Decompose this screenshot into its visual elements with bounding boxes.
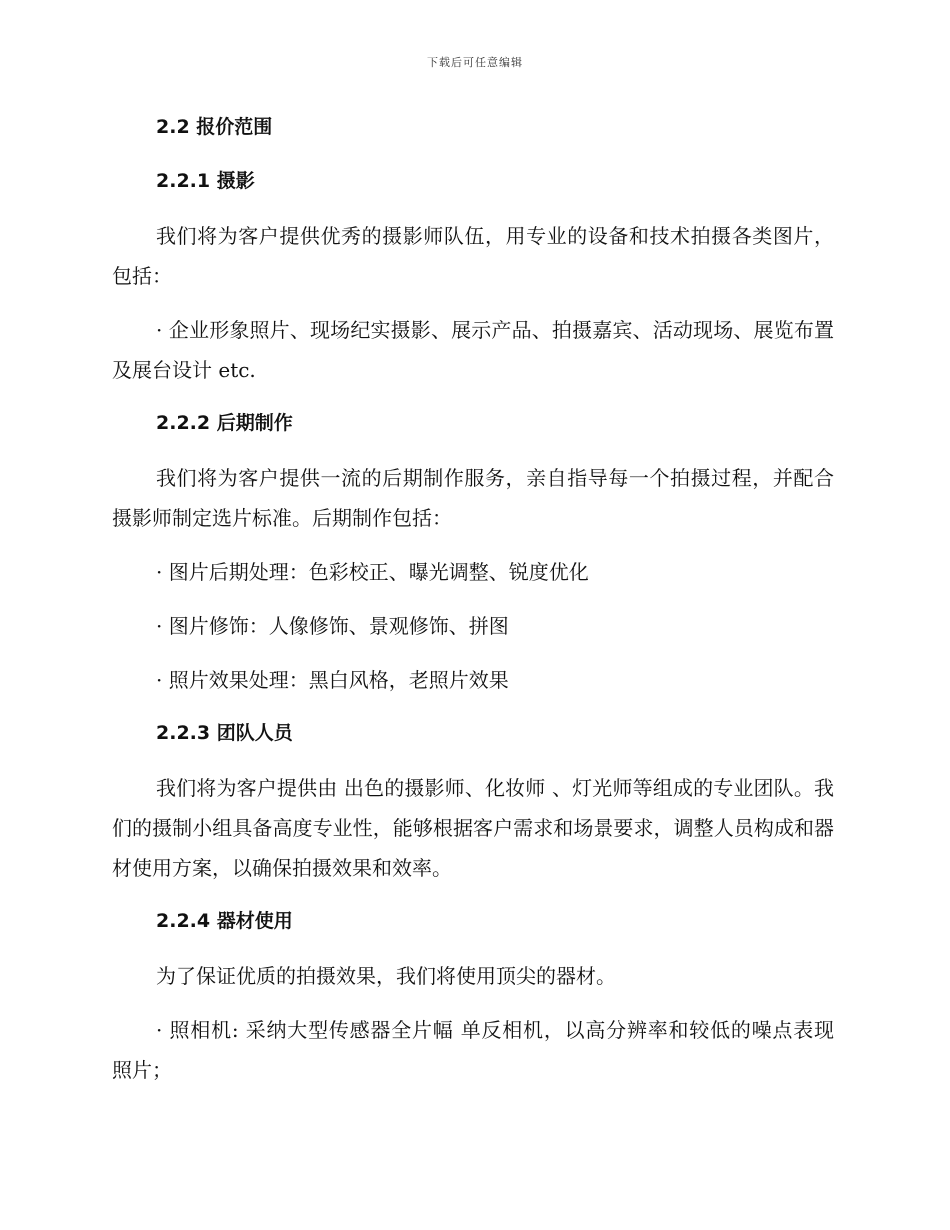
bullet-post-processing: · 图片后期处理：色彩校正、曝光调整、锐度优化 bbox=[156, 560, 589, 584]
paragraph-post-production-intro: 我们将为客户提供一流的后期制作服务，亲自指导每一个拍摄过程，并配合摄影师制定选片标准。后期制作包括： bbox=[112, 466, 834, 530]
section-heading-2-2-2: 2.2.2 后期制作 bbox=[156, 412, 293, 434]
section-heading-2-2: 2.2 报价范围 bbox=[156, 116, 273, 138]
section-heading-2-2-1: 2.2.1 摄影 bbox=[156, 170, 255, 192]
document-body bbox=[112, 108, 834, 1104]
section-heading-2-2-3: 2.2.3 团队人员 bbox=[156, 722, 293, 744]
bullet-photography-scope: · 企业形象照片、现场纪实摄影、展示产品、拍摄嘉宾、活动现场、展览布置及展台设计 etc. bbox=[112, 318, 834, 382]
bullet-effects: · 照片效果处理：黑白风格，老照片效果 bbox=[156, 668, 509, 692]
paragraph-equipment-intro: 为了保证优质的拍摄效果，我们将使用顶尖的器材。 bbox=[156, 964, 616, 988]
bullet-retouching: · 图片修饰：人像修饰、景观修饰、拼图 bbox=[156, 614, 509, 638]
paragraph-photography-intro: 我们将为客户提供优秀的摄影师队伍，用专业的设备和技术拍摄各类图片，包括： bbox=[112, 224, 834, 288]
page-header-note: 下载后可任意编辑 bbox=[427, 56, 523, 69]
section-heading-2-2-4: 2.2.4 器材使用 bbox=[156, 910, 293, 932]
paragraph-team: 我们将为客户提供由 出色的摄影师、化妆师 、灯光师等组成的专业团队。我们的摄制小组具备高度专业性，能够根据客户需求和场景要求，调整人员构成和器材使用方案，以确保拍摄效果和效率。 bbox=[112, 776, 834, 880]
bullet-camera: · 照相机: 采纳大型传感器全片幅 单反相机，以高分辨率和较低的噪点表现 照片； bbox=[112, 1018, 834, 1082]
